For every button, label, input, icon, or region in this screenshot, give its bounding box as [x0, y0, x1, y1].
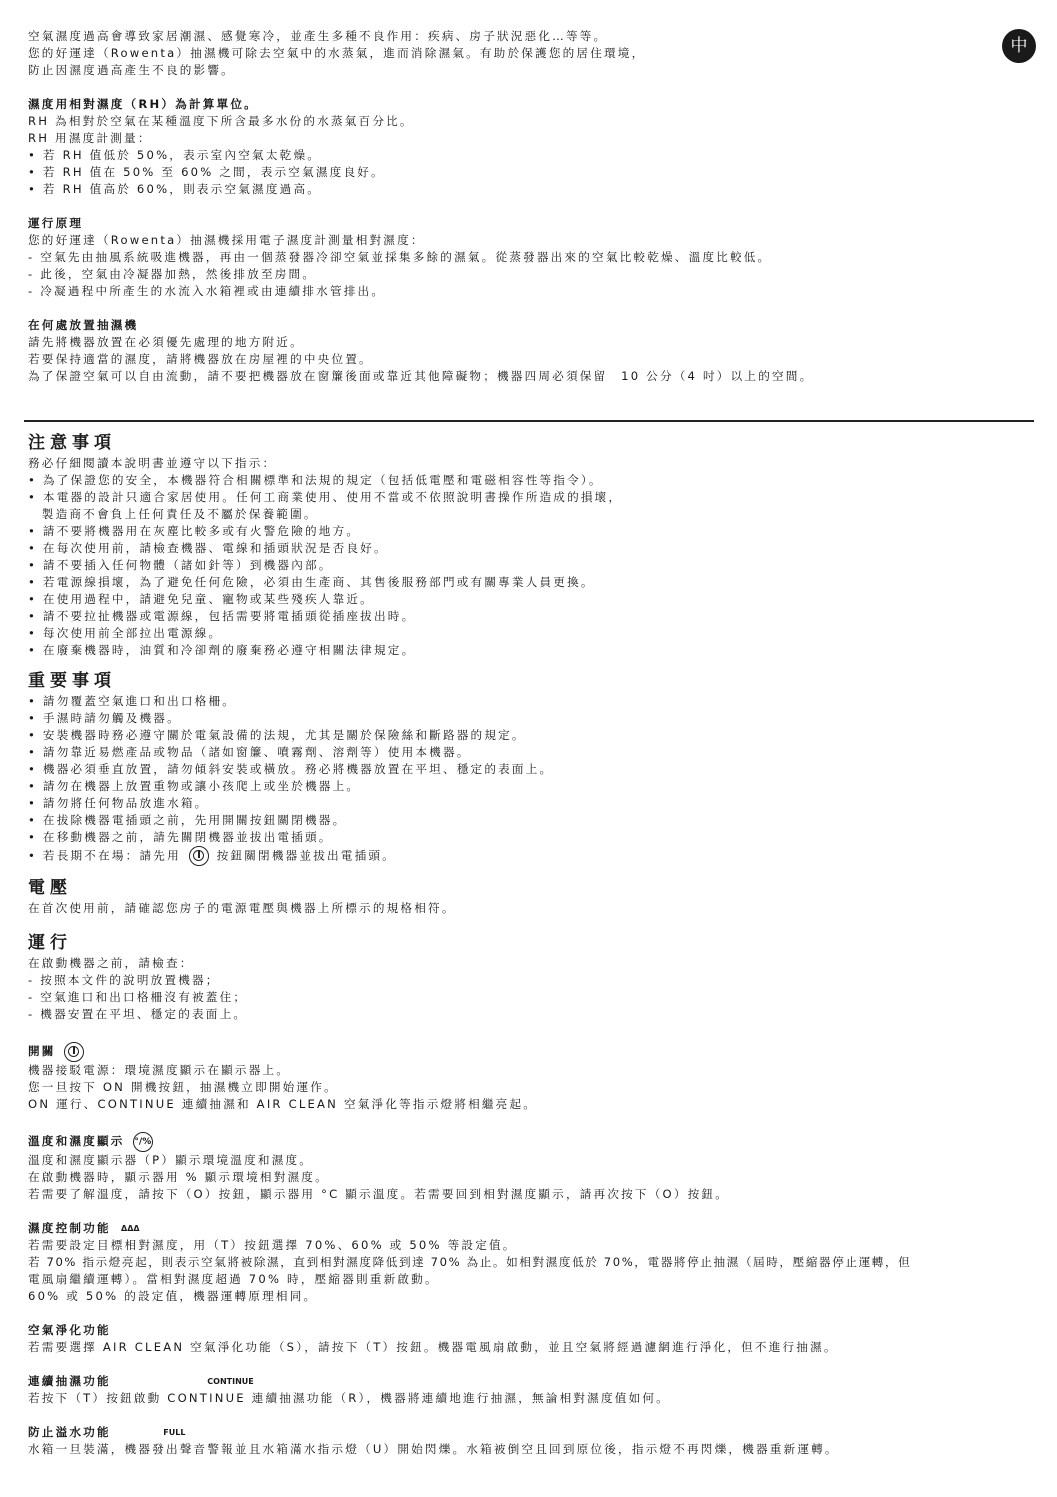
- operation-heading: 運行: [28, 933, 72, 953]
- humidity-ctrl-line: 60% 或 50% 的設定值，機器運轉原理相同。: [28, 1289, 318, 1303]
- important-last-before: • 若長期不在場：請先用: [28, 848, 181, 863]
- switch-line: 您一旦按下 ON 開機按鈕，抽濕機立即開始運作。: [28, 1080, 338, 1094]
- caution-line: • 在廢棄機器時，油質和冷卻劑的廢棄務必遵守相關法律規定。: [28, 643, 416, 657]
- switch-title: 開關: [28, 1044, 56, 1058]
- overflow-line: 水箱一旦裝滿，機器發出聲音警報並且水箱滿水指示燈（U）開始閃爍。水箱被倒空且回到原位後，指示燈不再閃爍，機器重新運轉。: [28, 1442, 839, 1456]
- language-badge: 中: [1002, 29, 1036, 63]
- important-line: • 安裝機器時務必遵守關於電氣設備的法規，尤其是關於保險絲和斷路器的規定。: [28, 728, 526, 742]
- rh-line: RH 為相對於空氣在某種溫度下所含最多水份的水蒸氣百分比。: [28, 114, 414, 128]
- caution-line: • 若電源線損壞，為了避免任何危險，必須由生產商、其售後服務部門或有關專業人員更換。: [28, 575, 595, 589]
- humidity-ctrl-line: 電風扇繼續運轉）。當相對濕度超過 70% 時，壓縮器則重新啟動。: [28, 1272, 439, 1286]
- rh-line: • 若 RH 值在 50% 至 60% 之間，表示空氣濕度良好。: [28, 165, 385, 179]
- important-line: • 請勿靠近易燃產品或物品（諸如窗簾、噴霧劑、溶劑等）使用本機器。: [28, 745, 471, 759]
- caution-line: • 請不要插入任何物體（諸如針等）到機器內部。: [28, 558, 333, 572]
- continuous-title-row: [28, 1373, 1033, 1390]
- important-line: • 請勿在機器上放置重物或讓小孩爬上或坐於機器上。: [28, 779, 361, 793]
- humidity-ctrl-line: 若需要設定目標相對濕度，用（T）按鈕選擇 70%、60% 或 50% 等設定值。: [28, 1238, 517, 1252]
- important-line: • 請勿將任何物品放進水箱。: [28, 796, 209, 810]
- display-line: 若需要了解溫度，請按下（O）按鈕，顯示器用 °C 顯示溫度。若需要回到相對濕度顯示，請再次按下（O）按鈕。: [28, 1187, 730, 1201]
- continue-label: CONTINUE: [207, 1377, 254, 1386]
- power-icon: [189, 846, 209, 866]
- rh-line: • 若 RH 值高於 60%，則表示空氣濕度過高。: [28, 182, 322, 196]
- caution-line: • 每次使用前全部拉出電源線。: [28, 626, 223, 640]
- display-line: 在啟動機器時，顯示器用 % 顯示環境相對濕度。: [28, 1170, 329, 1184]
- rh-line: RH 用濕度計測量：: [28, 131, 152, 145]
- continuous-line: 若按下（T）按鈕啟動 CONTINUE 連續抽濕功能（R），機器將連續地進行抽濕，無論相對濕度值如何。: [28, 1391, 670, 1405]
- switch-line: 機器接駁電源：環境濕度顯示在顯示器上。: [28, 1063, 291, 1077]
- important-line: • 請勿覆蓋空氣進口和出口格柵。: [28, 694, 237, 708]
- important-line: • 機器必須垂直放置，請勿傾斜安裝或橫放。務必將機器放置在平坦、穩定的表面上。: [28, 762, 554, 776]
- display-line: 溫度和濕度顯示器（P）顯示環境溫度和濕度。: [28, 1153, 314, 1167]
- voltage-line: 在首次使用前，請確認您房子的電源電壓與機器上所標示的規格相符。: [28, 901, 456, 915]
- principle-line: 您的好運達（Rowenta）抽濕機採用電子濕度計測量相對濕度：: [28, 233, 425, 247]
- display-title: 溫度和濕度顯示: [28, 1134, 125, 1148]
- humidity-ctrl-line: 若 70% 指示燈亮起，則表示空氣將被除濕，直到相對濕度降低到達 70% 為止。如相對濕度低於 70%，電器將停止抽濕（屆時，壓縮器停止運轉，但: [28, 1255, 912, 1269]
- temp-humidity-icon: °/%: [133, 1132, 153, 1152]
- caution-line: 製造商不會負上任何責任及不屬於保養範圍。: [28, 507, 318, 521]
- humidity-ctrl-title: 濕度控制功能: [28, 1221, 111, 1235]
- principle-line: - 此後，空氣由冷凝器加熱，然後排放至房間。: [28, 267, 317, 281]
- caution-line: • 請不要拉扯機器或電源線，包括需要將電插頭從插座拔出時。: [28, 609, 416, 623]
- intro-line: 空氣濕度過高會導致家居潮濕、感覺寒冷，並產生多種不良作用：疾病、房子狀況惡化…等等。: [28, 29, 608, 43]
- rh-line: • 若 RH 值低於 50%，表示室內空氣太乾燥。: [28, 148, 322, 162]
- switch-line: ON 運行、CONTINUE 連續抽濕和 AIR CLEAN 空氣淨化等指示燈將相繼亮起。: [28, 1097, 538, 1111]
- placement-line: 若要保持適當的濕度，請將機器放在房屋裡的中央位置。: [28, 352, 373, 366]
- caution-line: 務必仔細閱讀本說明書並遵守以下指示：: [28, 456, 277, 470]
- manual-page: [28, 28, 1033, 1458]
- caution-line: • 在使用過程中，請避免兒童、寵物或某些殘疾人靠近。: [28, 592, 374, 606]
- caution-line: • 本電器的設計只適合家居使用。任何工商業使用、使用不當或不依照說明書操作所造成的損壞，: [28, 490, 623, 504]
- air-clean-line: 若需要選擇 AIR CLEAN 空氣淨化功能（S），請按下（T）按鈕。機器電風扇啟動，並且空氣將經過濾網進行淨化，但不進行抽濕。: [28, 1340, 838, 1354]
- overflow-title: 防止溢水功能: [28, 1425, 111, 1439]
- power-icon: [64, 1042, 84, 1062]
- placement-title: 在何處放置抽濕機: [28, 318, 139, 332]
- overflow-title-row: [28, 1424, 1033, 1441]
- important-last-after: 按鈕關閉機器並拔出電插頭。: [216, 848, 396, 863]
- operation-line: 在啟動機器之前，請檢查：: [28, 956, 194, 970]
- important-line: • 在移動機器之前，請先關閉機器並拔出電插頭。: [28, 830, 333, 844]
- voltage-heading: 電壓: [28, 878, 72, 898]
- droplets-icon: ᐃᐃᐃ: [121, 1224, 140, 1233]
- principle-title: 運行原理: [28, 216, 84, 230]
- switch-title-row: [28, 1040, 1033, 1062]
- important-line: • 在拔除機器電插頭之前，先用開關按鈕關閉機器。: [28, 813, 347, 827]
- operation-line: - 按照本文件的說明放置機器；: [28, 973, 220, 987]
- caution-line: • 在每次使用前，請檢查機器、電線和插頭狀況是否良好。: [28, 541, 388, 555]
- placement-line: 為了保證空氣可以自由流動，請不要把機器放在窗簾後面或靠近其他障礙物；機器四周必須保留 10 公分（4 吋）以上的空間。: [28, 369, 814, 383]
- operation-line: - 機器安置在平坦、穩定的表面上。: [28, 1007, 248, 1021]
- placement-line: 請先將機器放置在必須優先處理的地方附近。: [28, 335, 304, 349]
- principle-line: - 冷凝過程中所產生的水流入水箱裡或由連續排水管排出。: [28, 284, 386, 298]
- caution-line: • 請不要將機器用在灰塵比較多或有火警危險的地方。: [28, 524, 361, 538]
- caution-heading: 注意事項: [28, 433, 116, 453]
- important-heading: 重要事項: [28, 671, 116, 691]
- continuous-title: 連續抽濕功能: [28, 1374, 111, 1388]
- full-label: FULL: [163, 1428, 186, 1437]
- air-clean-title: 空氣淨化功能: [28, 1323, 111, 1337]
- important-line: • 手濕時請勿觸及機器。: [28, 711, 181, 725]
- humidity-ctrl-title-row: [28, 1220, 1033, 1237]
- important-line-power: [28, 846, 1033, 866]
- intro-line: 防止因濕度過高產生不良的影響。: [28, 63, 235, 77]
- operation-line: - 空氣進口和出口格柵沒有被蓋住；: [28, 990, 248, 1004]
- principle-line: - 空氣先由抽風系統吸進機器，再由一個蒸發器冷卻空氣並採集多餘的濕氣。從蒸發器出來的空氣比較乾燥、溫度比較低。: [28, 250, 772, 264]
- intro-line: 您的好運達（Rowenta）抽濕機可除去空氣中的水蒸氣，進而消除濕氣。有助於保護您的居住環境，: [28, 46, 646, 60]
- display-title-row: [28, 1130, 1033, 1152]
- rh-title: 濕度用相對濕度（RH）為計算單位。: [28, 97, 258, 111]
- caution-line: • 為了保證您的安全，本機器符合相關標準和法規的規定（包括低電壓和電磁相容性等指令）。: [28, 473, 603, 487]
